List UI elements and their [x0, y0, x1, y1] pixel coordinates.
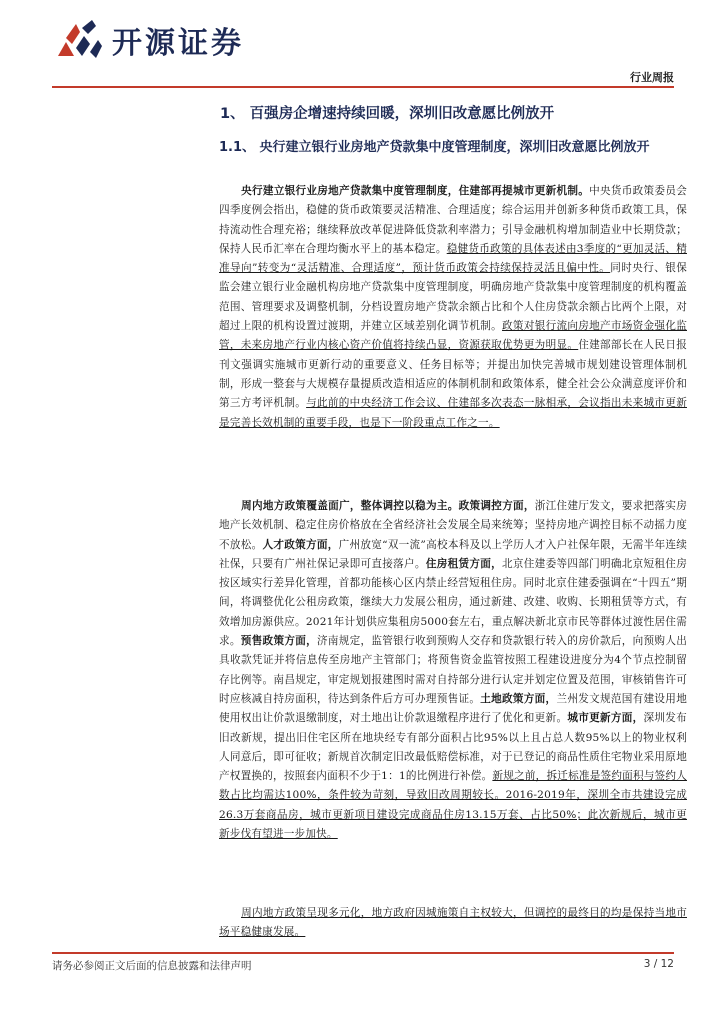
p2-text-4: 济南规定，监管银行收到预购人交存和贷款银行转入的房价款后，向预购人出具收款凭证并将信息传至房地产主管部门；将预售资金监管按照工程建设进度分为4个节点控制留存比例等。南昌规定，审定规划报建图时需对自持部分进行认定并划定位置及范围，审核销售许可时应核减自持房面积，待达到条件后方可办理预售证。: [219, 635, 688, 705]
footer-divider: [52, 952, 674, 954]
section-heading: 1、 百强房企增速持续回暖，深圳旧改意愿比例放开: [220, 106, 555, 122]
header-divider: [52, 86, 674, 88]
document-type-label: 行业周报: [630, 71, 674, 84]
p2-talent-bold: 人才政策方面，: [262, 538, 339, 551]
p2-text-3: 北京住建委等四部门明确北京短租住房按区域实行差异化管理，首都功能核心区内禁止经营短租住房。同时北京住建委强调在“十四五”期间，将调整优化公租房政策，继续大力发展公租房，通过新建、改建、收购、长期租赁等方式，有效增加房源供应。2021年计划供应集租房5000套左右，重点解决新北京市民等群体过渡性居住需求。: [219, 557, 687, 648]
p2-text-5: 兰州发文规范国有建设用地使用权出让价款退缴制度，对土地出让价款退缴程序进行了优化和更新。: [219, 692, 687, 725]
p2-land-bold: 土地政策方面，: [480, 692, 557, 705]
p2-text-2: 广州放宽“双一流”高校本科及以上学历人才入户社保年限，无需半年连续社保，只要有广州社保记录即可直接落户。: [219, 538, 687, 570]
p2-underline-1: 新规之前，拆迁标准是签约面积与签约人数占比均需达100%，条件较为苛刻，导致旧改周期较长。2016-2019年，深圳全市共建设完成26.3万套商品房，城市更新项目建设完成商品住房13.15万套、占比50%；此次新规后，城市更新步伐有望进一步加快。: [219, 770, 687, 841]
p1-text-2: 同时央行、银保监会建立银行业金融机构房地产贷款集中度管理制度，明确房地产贷款集中度管理制度的机构覆盖范围、管理要求及调整机制，分档设置房地产贷款余额占比和个人住房贷款余额占比两个上限，对超过上限的机构设置过渡期，并建立区域差别化调节机制。: [219, 262, 687, 333]
p1-text-1: 中央货币政策委员会四季度例会指出，稳健的货币政策要灵活精准、合理适度；综合运用并创新多种货币政策工具，保持流动性合理充裕；继续释放改革促进降低贷款利率潜力；引导金融机构增加制造业中长期贷款；保持人民币汇率在合理均衡水平上的基本稳定。: [219, 185, 687, 255]
paragraph-summary: [219, 904, 687, 943]
p1-text-3: 住建部部长在人民日报刊文强调实施城市更新行动的重要意义、任务目标等；并提出加快完善城市规划建设管理体制机制，形成一整套与大规模存量提质改造相适应的体制机制和政策体系，健全社会公众满意度评价和第三方考评机制。: [219, 339, 687, 410]
paragraph-local-policy: [219, 497, 687, 844]
p2-rental-bold: 住房租赁方面，: [425, 557, 503, 570]
logo-text: 开源证券: [112, 26, 244, 61]
p2-presale-bold: 预售政策方面，: [240, 635, 317, 648]
footer-disclaimer: 请务必参阅正文后面的信息披露和法律声明: [52, 960, 252, 972]
p2-renewal-bold: 城市更新方面，: [567, 712, 644, 725]
p2-text-1: 浙江住建厅发文，要求把落实房地产长效机制、稳定住房价格放在全省经济社会发展全局来统筹；坚持房地产调控目标不动摇力度不放松。: [219, 500, 687, 551]
p1-underline-1: 稳健货币政策的具体表述由3季度的“更加灵活、精准导向”转变为“灵活精准、合理适度”，预计货币政策会持续保持灵活且偏中性。: [219, 242, 687, 275]
paragraph-central-bank: [219, 182, 687, 433]
p1-lead-bold: 央行建立银行业房地产贷款集中度管理制度，住建部再提城市更新机制。: [241, 185, 590, 197]
company-logo: [52, 18, 244, 62]
p2-text-6: 深圳发布旧改新规，提出旧住宅区所在地块经专有部分面积占比95%以上且占总人数95%以上的物业权利人同意后，即可征收；新规首次制定旧改最低赔偿标准，对于已登记的商品性质住宅物业采用原地产权置换的，按照套内面积不少于1：1的比例进行补偿。: [219, 712, 687, 783]
p3-underline-1: 周内地方政策呈现多元化，地方政府因城施策自主权较大，但调控的最终目的均是保持当地市场平稳健康发展。: [219, 907, 687, 939]
p2-lead-bold: 周内地方政策覆盖面广，整体调控以稳为主。政策调控方面，: [241, 500, 535, 512]
kaiyuan-logo-icon: [52, 18, 106, 62]
page-number: 3 / 12: [643, 958, 674, 970]
p1-underline-3: 与此前的中央经济工作会议、住建部多次表态一脉相承，会议指出未来城市更新是完善长效机制的重要手段，也是下一阶段重点工作之一。: [219, 397, 687, 429]
p1-underline-2: 政策对银行流向房地产市场资金强化监管，未来房地产行业内核心资产价值将持续凸显，资源获取优势更为明显。: [219, 320, 687, 352]
subsection-heading: 1.1、 央行建立银行业房地产贷款集中度管理制度，深圳旧改意愿比例放开: [219, 140, 650, 155]
